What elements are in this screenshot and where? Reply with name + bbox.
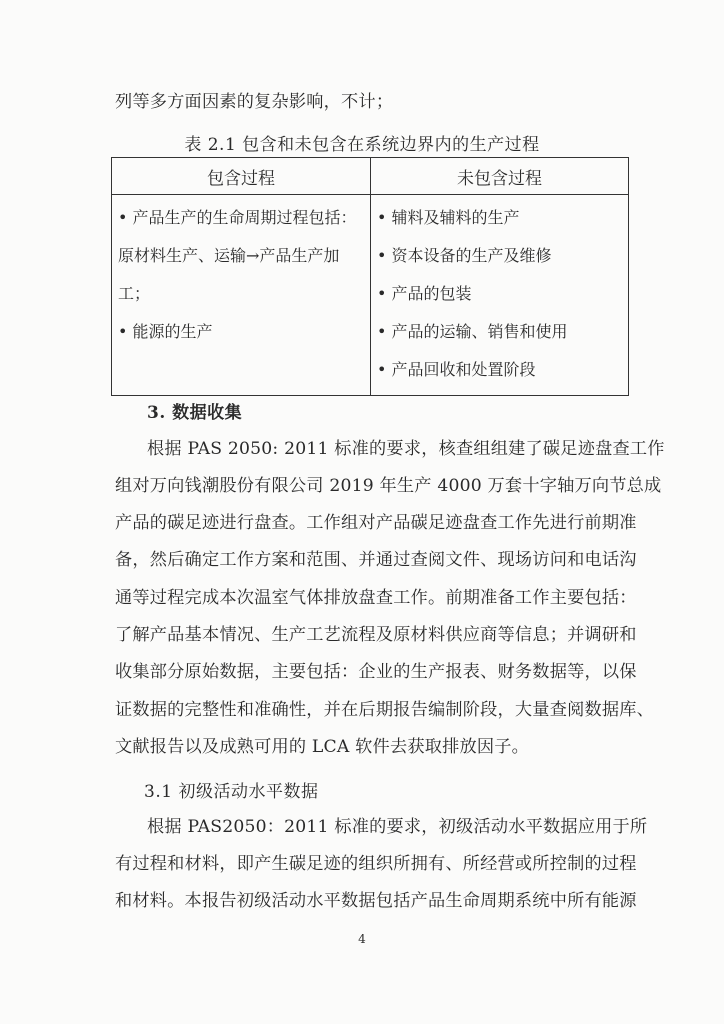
included-item: • 能源的生产 [118, 322, 213, 341]
subsection-heading: 3.1 初级活动水平数据 [144, 782, 319, 802]
paragraph-line: 根据 PAS2050：2011 标准的要求，初级活动水平数据应用于所 [147, 817, 648, 837]
table-caption: 表 2.1 包含和未包含在系统边界内的生产过程 [184, 135, 540, 155]
included-item: • 产品生产的生命周期过程包括： [118, 208, 357, 227]
excluded-item: • 资本设备的生产及维修 [377, 246, 552, 265]
excluded-item: • 产品回收和处置阶段 [377, 360, 536, 379]
paragraph-line: 根据 PAS 2050: 2011 标准的要求，核查组组建了碳足迹盘查工作 [147, 439, 665, 459]
excluded-cell [371, 195, 629, 396]
paragraph-line: 和材料。本报告初级活动水平数据包括产品生命周期系统中所有能源 [115, 891, 637, 911]
paragraph-line: 组对万向钱潮股份有限公司 2019 年生产 4000 万套十字轴万向节总成 [115, 476, 662, 496]
excluded-item: • 产品的运输、销售和使用 [377, 322, 568, 341]
process-table [111, 157, 629, 396]
included-item: 原材料生产、运输→产品生产加 [118, 246, 340, 265]
paragraph-line: 通等过程完成本次温室气体排放盘查工作。前期准备工作主要包括： [115, 588, 637, 608]
section-heading: 3. 数据收集 [147, 403, 243, 423]
table-row [112, 195, 629, 396]
table-header-row [112, 158, 629, 195]
included-item: 工； [118, 284, 151, 303]
paragraph-line: 备，然后确定工作方案和范围、并通过查阅文件、现场访问和电话沟 [115, 550, 637, 570]
paragraph-line: 了解产品基本情况、生产工艺流程及原材料供应商等信息；并调研和 [115, 625, 637, 645]
excluded-item: • 产品的包装 [377, 284, 472, 303]
paragraph-line: 有过程和材料，即产生碳足迹的组织所拥有、所经营或所控制的过程 [115, 854, 637, 874]
included-cell [112, 195, 371, 396]
page-number: 4 [358, 932, 366, 946]
header-excluded: 未包含过程 [371, 158, 629, 195]
paragraph-line: 收集部分原始数据，主要包括：企业的生产报表、财务数据等，以保 [115, 662, 637, 682]
paragraph-line: 列等多方面因素的复杂影响，不计； [115, 92, 394, 112]
header-included: 包含过程 [112, 158, 371, 195]
paragraph-line: 证数据的完整性和准确性，并在后期报告编制阶段，大量查阅数据库、 [115, 700, 655, 720]
paragraph-line: 文献报告以及成熟可用的 LCA 软件去获取排放因子。 [115, 737, 530, 757]
excluded-item: • 辅料及辅料的生产 [377, 208, 520, 227]
paragraph-line: 产品的碳足迹进行盘查。工作组对产品碳足迹盘查工作先进行前期准 [115, 513, 637, 533]
